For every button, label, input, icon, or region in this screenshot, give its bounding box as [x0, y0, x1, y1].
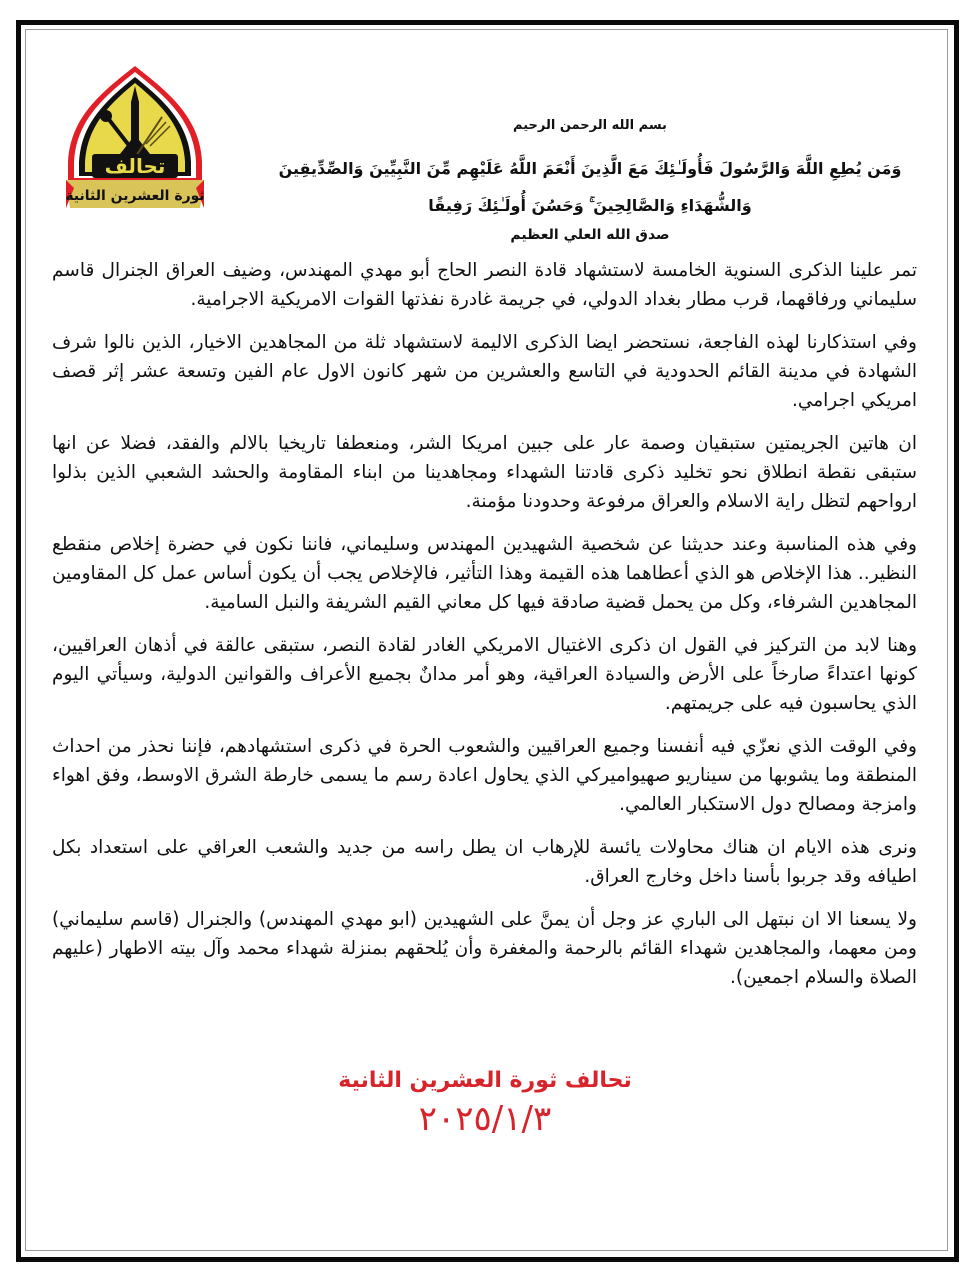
statement-date: ٢٠٢٥/١/٣ [418, 1099, 552, 1139]
paragraph-2: وفي استذكارنا لهذه الفاجعة، نستحضر ايضا الذكرى الاليمة لاستشهاد ثلة من المجاهدين الاخيار، الذين نالوا شرف الشهادة في مدينة القائم الحدودية في التاسع والعشرين من شهر كانون الاول عام الفين وتسعة عشر إثر قصف امريكي اجرامي. [52, 332, 917, 411]
basmala: بسم الله الرحمن الرحيم [513, 118, 667, 133]
sadaq-allah-line: صدق الله العلي العظيم [510, 227, 670, 243]
religious-header [225, 118, 955, 243]
paragraph-6: وفي الوقت الذي نعزّي فيه أنفسنا وجميع العراقيين والشعوب الحرة في ذكرى استشهادهم، فإننا نحذر من احداث المنطقة وما يشوبها من سيناريو صهيواميركي الذي يحاول اعادة رسم ما يسمى خارطة الشرق الاوسط، وفق اهواء وامزجة ومصالح دول الاستكبار العالمي. [52, 736, 917, 815]
paragraph-7: ونرى هذه الايام ان هناك محاولات يائسة للإرهاب ان يطل راسه من جديد والشعب العراقي على استعداد بكل اطيافه وقد جربوا بأسنا داخل وخارج العراق. [52, 837, 917, 887]
signature-block [250, 1068, 720, 1139]
quran-verse-line-2: وَالشُّهَدَاءِ وَالصَّالِحِينَ ۚ وَحَسُنَ أُولَـٰئِكَ رَفِيقًا [428, 196, 752, 215]
organization-logo [62, 62, 208, 212]
signatory-name: تحالف ثورة العشرين الثانية [338, 1068, 632, 1093]
paragraph-5: وهنا لابد من التركيز في القول ان ذكرى الاغتيال الامريكي الغادر لقادة النصر، ستبقى عالقة في أذهان العراقيين، كونها اعتداءً صارخاً على الأرض والسيادة العراقية، وهو أمر مدانٌ بجميع الأعراف والقوانين الدولية، وسيأتي اليوم الذي يحاسبون فيه على جريمتهم. [52, 635, 917, 714]
paragraph-8: ولا يسعنا الا ان نبتهل الى الباري عز وجل أن يمنَّ على الشهيدين (ابو مهدي المهندس) والجنرال (قاسم سليماني) ومن معهما، والمجاهدين شهداء القائم بالرحمة والمغفرة وأن يُلحقهم بمنزلة شهداء محمد وآل بيته الاطهار (عليهم الصلاة والسلام اجمعين). [52, 909, 917, 988]
svg-text:تحالف: تحالف [104, 154, 166, 178]
paragraph-1: تمر علينا الذكرى السنوية الخامسة لاستشهاد قادة النصر الحاج أبو مهدي المهندس، وضيف العراق الجنرال قاسم سليماني ورفاقهما، قرب مطار بغداد الدولي، في جريمة غادرة نفذتها القوات الامريكية الاجرامية. [52, 260, 917, 310]
quran-verse-line-1: وَمَن يُطِعِ اللَّهَ وَالرَّسُولَ فَأُولَـٰئِكَ مَعَ الَّذِينَ أَنْعَمَ اللَّهُ عَلَيْهِم مِّنَ النَّبِيِّينَ وَالصِّدِّيقِينَ [278, 159, 902, 178]
paragraph-4: وفي هذه المناسبة وعند حديثنا عن شخصية الشهيدين المهندس وسليماني، فاننا نكون في حضرة إخلاص منقطع النظير.. هذا الإخلاص هو الذي أعطاهما هذه القيمة وهذا التأثير، فالإخلاص يجب أن يكون أساس عمل كل المقاومين المجاهدين الشرفاء، وكل من يحمل قضية صادقة فيها كل معاني القيم الشريفة والنبل السامية. [52, 534, 917, 613]
emblem-icon [62, 62, 208, 212]
statement-body [52, 256, 917, 1006]
svg-text:ثورة العشرين الثانية: ثورة العشرين الثانية [65, 188, 205, 204]
paragraph-3: ان هاتين الجريمتين ستبقيان وصمة عار على جبين امريكا الشر، ومنعطفا تاريخيا بالالم والفقد، فضلا عن انها ستبقى نقطة انطلاق نحو تخليد ذكرى قادتنا الشهداء ومجاهدينا من ابناء المقاومة والحشد الشعبي الذين بذلوا ارواحهم لتظل راية الاسلام والعراق مرفوعة وحدودنا مؤمنة. [52, 433, 917, 512]
